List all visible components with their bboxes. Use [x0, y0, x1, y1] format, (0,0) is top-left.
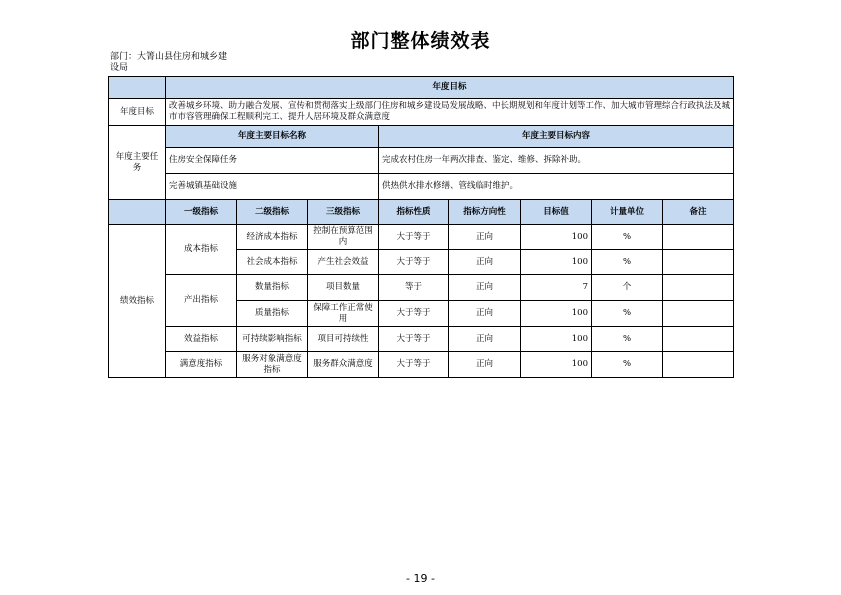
indicator-note [663, 352, 734, 378]
indicator-unit: % [592, 250, 663, 275]
indicator-value: 7 [521, 275, 592, 301]
indicator-l3: 控制在预算范围内 [308, 225, 379, 250]
indicator-l3: 产生社会效益 [308, 250, 379, 275]
indicator-note [663, 327, 734, 352]
indicator-nature: 等于 [379, 275, 449, 301]
indicator-value: 100 [521, 327, 592, 352]
indicator-l3: 项目数量 [308, 275, 379, 301]
indicator-l1: 产出指标 [166, 275, 237, 327]
main-tasks-content-header: 年度主要目标内容 [379, 126, 734, 148]
indicator-direction: 正向 [449, 275, 521, 301]
performance-indicators-label: 绩效指标 [109, 225, 166, 378]
col-header-value: 目标值 [521, 200, 592, 225]
indicator-value: 100 [521, 225, 592, 250]
indicator-l2: 社会成本指标 [237, 250, 308, 275]
performance-table [108, 76, 734, 378]
indicator-unit: % [592, 352, 663, 378]
header-blank [109, 77, 166, 99]
indicator-l1: 效益指标 [166, 327, 237, 352]
indicator-direction: 正向 [449, 301, 521, 327]
indicator-nature: 大于等于 [379, 225, 449, 250]
indicator-note [663, 301, 734, 327]
task-name: 完善城镇基础设施 [166, 174, 379, 200]
col-header-unit: 计量单位 [592, 200, 663, 225]
indicator-l2: 质量指标 [237, 301, 308, 327]
main-tasks-name-header: 年度主要目标名称 [166, 126, 379, 148]
col-header-l1: 一级指标 [166, 200, 237, 225]
indicator-note [663, 250, 734, 275]
indicator-nature: 大于等于 [379, 327, 449, 352]
col-header-l2: 二级指标 [237, 200, 308, 225]
annual-goal-header: 年度目标 [166, 77, 734, 99]
task-content: 完成农村住房一年两次排查、鉴定、维修、拆除补助。 [379, 148, 734, 174]
indicator-unit: % [592, 301, 663, 327]
col-header-l3: 三级指标 [308, 200, 379, 225]
indicator-l3: 项目可持续性 [308, 327, 379, 352]
indicator-note [663, 275, 734, 301]
page-title: 部门整体绩效表 [350, 30, 491, 52]
indicator-nature: 大于等于 [379, 250, 449, 275]
indicator-value: 100 [521, 301, 592, 327]
indicator-l2: 数量指标 [237, 275, 308, 301]
indicator-l3: 保障工作正常使用 [308, 301, 379, 327]
col-header-direction: 指标方向性 [449, 200, 521, 225]
annual-goal-text: 改善城乡环境、助力融合发展、宣传和贯彻落实上级部门住房和城乡建设局发展战略、中长期规划和年度计划等工作、加大城市管理综合行政执法及城市市容管理确保工程顺利完工、提升人居环境及群众满意度 [166, 99, 734, 126]
indicator-direction: 正向 [449, 225, 521, 250]
indicator-l3: 服务群众满意度 [308, 352, 379, 378]
indicator-l2: 服务对象满意度指标 [237, 352, 308, 378]
indicator-unit: % [592, 225, 663, 250]
indicator-direction: 正向 [449, 327, 521, 352]
indicator-direction: 正向 [449, 352, 521, 378]
task-content: 供热供水排水修缮、管线临时维护。 [379, 174, 734, 200]
indicator-header-blank [109, 200, 166, 225]
indicator-l2: 经济成本指标 [237, 225, 308, 250]
indicator-direction: 正向 [449, 250, 521, 275]
task-name: 住房安全保障任务 [166, 148, 379, 174]
indicator-unit: % [592, 327, 663, 352]
indicator-l1: 满意度指标 [166, 352, 237, 378]
annual-goal-label: 年度目标 [109, 99, 166, 126]
indicator-value: 100 [521, 250, 592, 275]
indicator-unit: 个 [592, 275, 663, 301]
indicator-l1: 成本指标 [166, 225, 237, 275]
col-header-nature: 指标性质 [379, 200, 449, 225]
indicator-l2: 可持续影响指标 [237, 327, 308, 352]
indicator-nature: 大于等于 [379, 352, 449, 378]
indicator-note [663, 225, 734, 250]
indicator-value: 100 [521, 352, 592, 378]
indicator-nature: 大于等于 [379, 301, 449, 327]
col-header-note: 备注 [663, 200, 734, 225]
main-tasks-label: 年度主要任务 [109, 126, 166, 200]
page-number: - 19 - [406, 572, 435, 585]
department-label: 部门：大箐山县住房和城乡建设局 [110, 52, 228, 73]
